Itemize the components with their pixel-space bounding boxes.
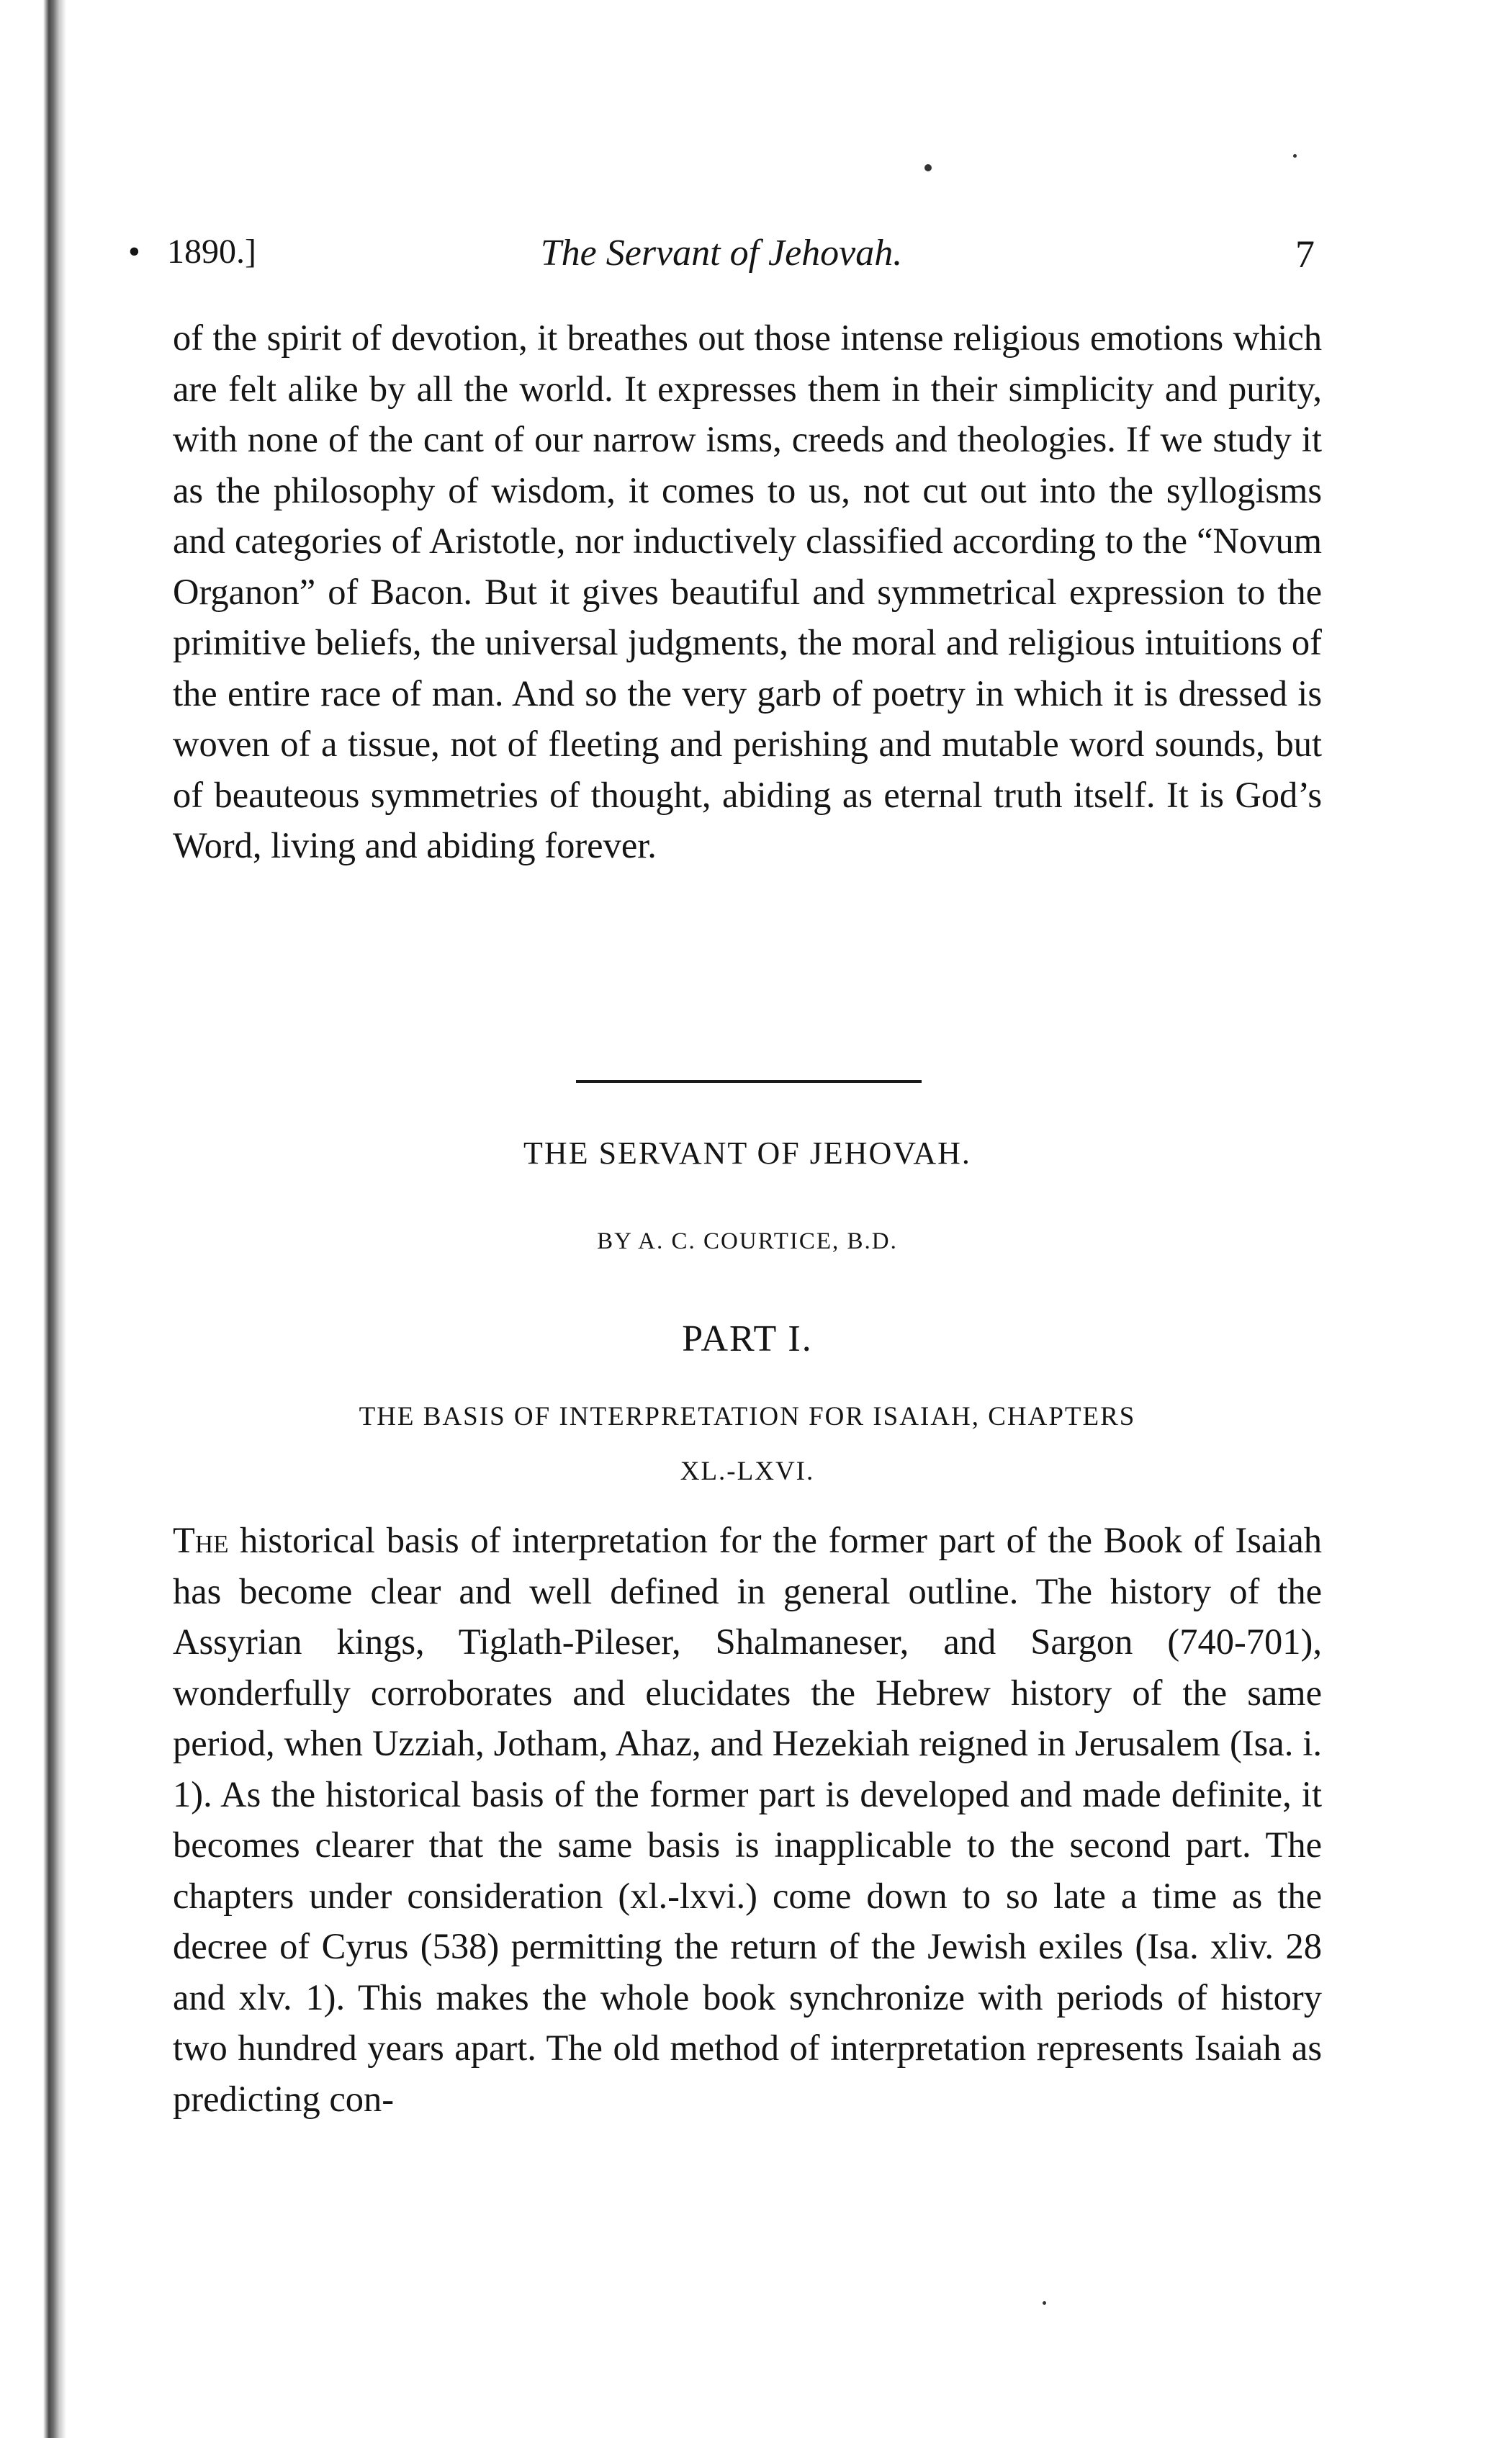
part-heading: PART I. [682, 1318, 813, 1359]
author-byline: BY A. C. COURTICE, B.D. [597, 1228, 898, 1254]
opening-paragraph [173, 1515, 1322, 2124]
page-number: 7 [1295, 233, 1315, 276]
binding-edge [0, 0, 66, 2438]
continued-paragraph: of the spirit of devotion, it breathes out those intense religious emotions which are felt alike by all the world. It expresses them in their simplicity and purity, with none of the cant of our narrow isms, creeds and theologies. If we study it as the philosophy of wisdom, it comes to us, not cut out into the syllogisms and categories of Aristotle, nor inductively classified according to the “Novum Organon” of Bacon. But it gives beautiful and symmetrical expression to the primitive beliefs, the universal judgments, the moral and religious intuitions of the entire race of man. And so the very garb of poetry in which it is dressed is woven of a tissue, not of fleeting and perishing and mutable word sounds, but of beauteous symmetries of thought, abiding as eternal truth itself. It is God’s Word, living and abiding forever. [173, 318, 1322, 865]
lead-word: The [173, 1520, 229, 1560]
section-subtitle-line1: THE BASIS OF INTERPRETATION FOR ISAIAH, CHAPTERS [359, 1402, 1136, 1431]
article-title: THE SERVANT OF JEHOVAH. [523, 1135, 971, 1171]
section-divider [576, 1080, 922, 1083]
ink-speck [1293, 154, 1297, 158]
section-subtitle-line2: XL.-LXVI. [680, 1457, 815, 1486]
running-title: The Servant of Jehovah. [540, 233, 903, 274]
ink-speck [924, 164, 932, 171]
header-bullet: • [128, 233, 140, 271]
paragraph-text: historical basis of interpretation for the former part of the Book of Isaiah has become clear and well defined in general outline. The history of the Assyrian kings, Tiglath-Pileser, Shalmaneser, and Sargon (740-701), wonderfully corroborates and elucidates the Hebrew history of the same period, when Uzziah, Jotham, Ahaz, and Hezekiah reigned in Jerusalem (Isa. i. 1). As the historical basis of the former part is developed and made definite, it becomes clearer that the same basis is inapplicable to the second part. The chapters under consideration (xl.-lxvi.) come down to so late a time as the decree of Cyrus (538) permitting the return of the Jewish exiles (Isa. xliv. 28 and xlv. 1). This makes the whole book synchronize with periods of history two hundred years apart. The old method of interpretation represents Isaiah as predicting con- [173, 1520, 1322, 2119]
running-header [128, 232, 1315, 289]
header-year: 1890.] [167, 233, 256, 271]
ink-speck [1043, 2301, 1046, 2305]
